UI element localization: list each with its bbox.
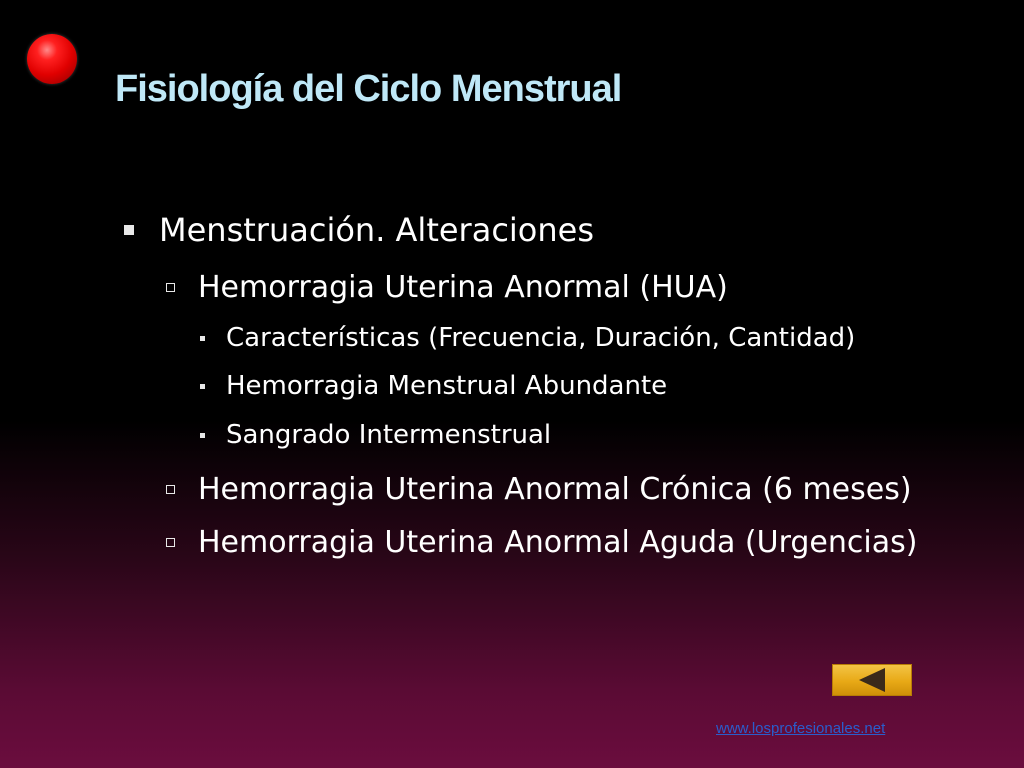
square-bullet-icon bbox=[124, 225, 134, 235]
bullet-text: Hemorragia Uterina Anormal Aguda (Urgencias) bbox=[198, 525, 918, 560]
bullet-text: Características (Frecuencia, Duración, Cantidad) bbox=[226, 323, 856, 353]
hollow-square-bullet-icon bbox=[166, 283, 175, 292]
website-link[interactable]: www.losprofesionales.net bbox=[716, 720, 886, 737]
small-square-bullet-icon bbox=[200, 336, 205, 341]
bullet-text: Hemorragia Uterina Anormal (HUA) bbox=[198, 270, 728, 305]
back-button[interactable] bbox=[832, 664, 912, 696]
bullet-text: Sangrado Intermenstrual bbox=[226, 420, 552, 450]
bullet-text: Hemorragia Menstrual Abundante bbox=[226, 371, 668, 401]
small-square-bullet-icon bbox=[200, 433, 205, 438]
bullet-level3 bbox=[200, 323, 855, 353]
bullet-text: Hemorragia Uterina Anormal Crónica (6 meses) bbox=[198, 472, 912, 507]
hollow-square-bullet-icon bbox=[166, 485, 175, 494]
small-square-bullet-icon bbox=[200, 384, 205, 389]
bullet-level2 bbox=[166, 472, 912, 507]
back-arrow-icon bbox=[859, 668, 885, 692]
bullet-level3 bbox=[200, 420, 551, 450]
hollow-square-bullet-icon bbox=[166, 538, 175, 547]
bullet-level2 bbox=[166, 270, 728, 305]
bullet-level1 bbox=[124, 211, 594, 249]
bullet-text: Menstruación. Alteraciones bbox=[159, 211, 595, 249]
slide-title: Fisiología del Ciclo Menstrual bbox=[115, 68, 622, 110]
bullet-level3 bbox=[200, 371, 667, 401]
bullet-level2 bbox=[166, 525, 917, 560]
